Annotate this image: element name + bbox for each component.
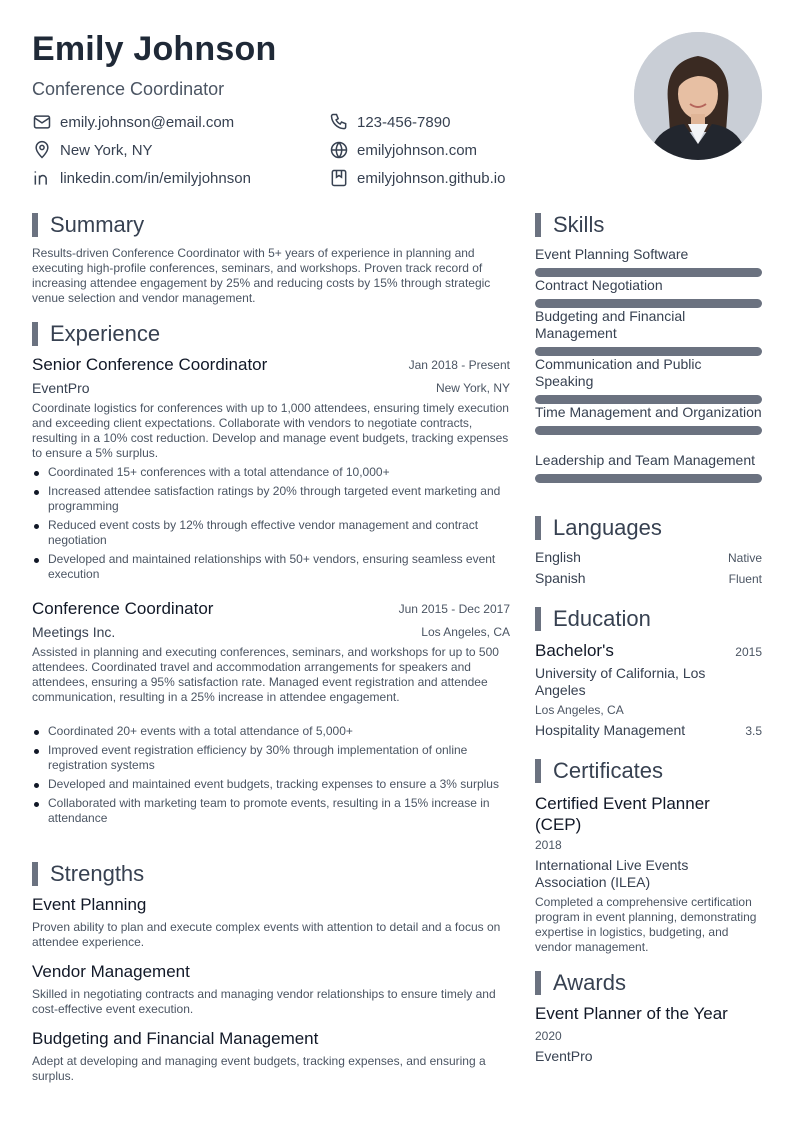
candidate-name: Emily Johnson — [32, 30, 277, 68]
phone-icon — [329, 112, 349, 132]
education-location: Los Angeles, CA — [535, 703, 624, 717]
website-text: emilyjohnson.com — [357, 141, 478, 159]
education-school: University of California, Los Angeles — [535, 665, 706, 698]
list-item: Improved event registration efficiency by 30% through implementation of online registration systems — [32, 743, 510, 773]
language-level: Fluent — [728, 572, 762, 586]
skills-heading: Skills — [535, 212, 604, 238]
phone-text: 123-456-7890 — [357, 113, 451, 131]
skill-item: Communication and Public Speaking — [535, 356, 762, 404]
skill-item: Contract Negotiation — [535, 277, 762, 308]
strength-1-text: Proven ability to plan and execute complex events with attention to detail and a focus on attendee experience. — [32, 920, 501, 949]
skill-level-bar — [535, 395, 762, 404]
bookmark-icon — [329, 168, 349, 188]
skill-item: Budgeting and Financial Management — [535, 308, 762, 356]
list-item: Developed and maintained relationships with 50+ vendors, ensuring seamless event execution — [32, 552, 510, 582]
language-row — [535, 570, 762, 587]
summary-heading: Summary — [32, 212, 144, 238]
education-degree: Bachelor's — [535, 641, 614, 660]
education-degree-row — [535, 641, 762, 661]
skill-item: Leadership and Team Management — [535, 452, 762, 483]
skill-level-bar — [535, 268, 762, 277]
job-1-dates: Jan 2018 - Present — [408, 358, 510, 372]
education-field-row — [535, 722, 762, 739]
education-field: Hospitality Management — [535, 722, 686, 738]
job-2-bullets — [32, 724, 510, 830]
list-item: Reduced event costs by 12% through effective vendor management and contract negotiation — [32, 518, 510, 548]
education-heading: Education — [535, 606, 651, 632]
certificates-heading: Certificates — [535, 758, 663, 784]
skill-item: Time Management and Organization — [535, 404, 762, 435]
strength-1-title: Event Planning — [32, 895, 147, 914]
job-1-description: Coordinate logistics for conferences with up to 1,000 attendees, ensuring timely execution and exceeding client expectations. Collaborate with vendors to negotiate contracts, resulting in a 10% cost reduction. Develop and manage event budgets, tracking expenses to ensure a 5% surplus. — [32, 401, 509, 460]
skill-item: Event Planning Software — [535, 246, 762, 277]
language-row — [535, 549, 762, 566]
contact-linkedin[interactable] — [32, 168, 251, 188]
linkedin-icon — [32, 168, 52, 188]
list-item: Coordinated 20+ events with a total attendance of 5,000+ — [32, 724, 510, 739]
strength-2-title: Vendor Management — [32, 962, 190, 981]
contact-location — [32, 140, 153, 160]
awards-heading: Awards — [535, 970, 626, 996]
job-2-dates: Jun 2015 - Dec 2017 — [398, 602, 510, 616]
skill-level-bar — [535, 299, 762, 308]
list-item: Increased attendee satisfaction ratings by 20% through targeted event marketing and programming — [32, 484, 510, 514]
language-name: English — [535, 549, 581, 565]
language-level: Native — [727, 551, 762, 565]
award-issuer: EventPro — [535, 1048, 593, 1064]
strength-3-title: Budgeting and Financial Management — [32, 1029, 319, 1048]
skill-level-bar — [535, 426, 762, 435]
linkedin-text: linkedin.com/in/emilyjohnson — [60, 169, 251, 187]
education-year: 2015 — [735, 645, 762, 659]
globe-icon — [329, 140, 349, 160]
job-2-company: Meetings Inc. — [32, 624, 116, 640]
list-item: Developed and maintained event budgets, tracking expenses to ensure a 3% surplus — [32, 777, 510, 792]
skill-level-bar — [535, 347, 762, 356]
skill-level-bar — [535, 474, 762, 483]
contact-email[interactable] — [32, 112, 234, 132]
job-2-title: Conference Coordinator — [32, 599, 214, 618]
job-2-description: Assisted in planning and executing conferences, seminars, and workshops for up to 500 attendees. Coordinated travel and accommodation arrangements for speakers and attendees, ensuring a 95% satisfaction rate. Managed event registration and attendee communication, resulting in a 25% increase in attendee engagement. — [32, 645, 499, 704]
contact-phone[interactable] — [329, 112, 450, 132]
certificate-issuer: International Live Events Association (ILEA) — [535, 857, 689, 890]
location-text: New York, NY — [60, 141, 153, 159]
job-title-heading: Conference Coordinator — [32, 79, 225, 99]
summary-text: Results-driven Conference Coordinator with 5+ years of experience in planning and executing high-profile conferences, seminars, and workshops. Proven track record of increasing attendee engagement by 25% and reducing costs by 15% through strategic venue selection and vendor management. — [32, 246, 491, 305]
list-item: Coordinated 15+ conferences with a total attendance of 10,000+ — [32, 465, 510, 480]
job-1-title: Senior Conference Coordinator — [32, 355, 268, 374]
job-1-bullets — [32, 465, 510, 586]
education-gpa: 3.5 — [745, 724, 762, 738]
contact-github[interactable] — [329, 168, 505, 188]
job-1-company: EventPro — [32, 380, 90, 396]
award-name: Event Planner of the Year — [535, 1004, 728, 1023]
strengths-heading: Strengths — [32, 861, 144, 887]
strength-3-text: Adept at developing and managing event budgets, tracking expenses, and ensuring a surplus. — [32, 1054, 486, 1083]
job-1-location: New York, NY — [435, 381, 510, 395]
location-pin-icon — [32, 140, 52, 160]
strength-2-text: Skilled in negotiating contracts and managing vendor relationships to ensure timely and cost-effective event execution. — [32, 987, 496, 1016]
job-2-location: Los Angeles, CA — [421, 625, 510, 639]
experience-heading: Experience — [32, 321, 160, 347]
profile-photo — [634, 32, 762, 160]
email-text: emily.johnson@email.com — [60, 113, 235, 131]
email-icon — [32, 112, 52, 132]
award-year: 2020 — [535, 1029, 562, 1043]
languages-heading: Languages — [535, 515, 662, 541]
contact-website[interactable] — [329, 140, 477, 160]
list-item: Collaborated with marketing team to promote events, resulting in a 15% increase in attendance — [32, 796, 510, 826]
certificate-description: Completed a comprehensive certification program in event planning, demonstrating expertise in logistics, budgeting, and vendor management. — [535, 895, 757, 954]
language-name: Spanish — [535, 570, 586, 586]
certificate-name: Certified Event Planner (CEP) — [535, 794, 710, 834]
github-text: emilyjohnson.github.io — [357, 169, 506, 187]
certificate-year: 2018 — [535, 838, 562, 852]
